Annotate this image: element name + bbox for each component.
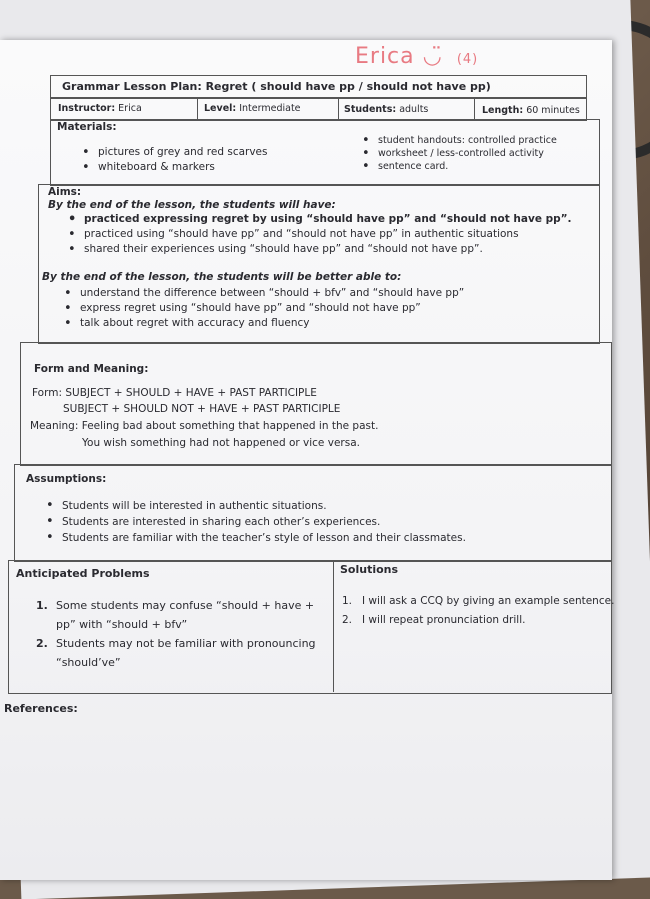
smiley-icon: ◡̈ — [422, 44, 443, 69]
item-number: 1. — [342, 595, 353, 607]
list-item: • worksheet / less-controlled activity — [360, 147, 557, 160]
assumptions-heading: Assumptions: — [26, 473, 107, 485]
assumptions-list — [44, 498, 466, 546]
instructor-value: Erica — [118, 103, 142, 114]
item-text: Some students may confuse “should + have + — [56, 599, 315, 612]
list-item: • talk about regret with accuracy and fluency — [62, 316, 464, 331]
instructor-label: Instructor: — [58, 103, 116, 114]
form-label: Form: — [32, 387, 62, 399]
list-item: • shared their experiences using “should have pp” and “should not have pp”. — [66, 242, 572, 257]
form-line-1 — [32, 387, 317, 399]
list-item: • practiced expressing regret by using “should have pp” and “should not have pp”. — [66, 212, 572, 227]
list-item: • Students are interested in sharing each other’s experiences. — [44, 514, 466, 530]
list-item: • pictures of grey and red scarves — [80, 145, 267, 160]
info-divider-2 — [338, 97, 339, 119]
problems-heading: Anticipated Problems — [16, 567, 150, 580]
aims-heading: Aims: — [48, 186, 82, 198]
form-meaning-heading: Form and Meaning: — [34, 363, 149, 375]
signature-count: (4) — [456, 52, 479, 67]
list-item: • whiteboard & markers — [80, 160, 267, 175]
aims-intro-able: By the end of the lesson, the students will be better able to: — [42, 271, 402, 283]
meaning-line-1 — [30, 420, 378, 432]
references-heading: References: — [4, 702, 78, 715]
page-title: Grammar Lesson Plan: Regret ( should have pp / should not have pp) — [62, 80, 491, 93]
handwritten-signature — [355, 44, 478, 69]
aims-intro-have: By the end of the lesson, the students will have: — [48, 199, 336, 211]
item-text: “should’ve” — [56, 656, 121, 669]
level-value: Intermediate — [239, 103, 301, 114]
solutions-list — [338, 592, 648, 630]
item-text: pp” with “should + bfv” — [56, 618, 188, 631]
length-label: Length: — [482, 105, 524, 116]
info-divider-3 — [474, 97, 475, 119]
materials-left-list — [80, 145, 267, 175]
length-field — [482, 105, 580, 116]
info-divider-1 — [197, 97, 198, 119]
list-item: • understand the difference between “should + bfv” and “should have pp” — [62, 286, 464, 301]
solutions-heading: Solutions — [340, 563, 399, 576]
problems-divider — [333, 560, 334, 692]
list-item — [338, 592, 648, 611]
item-text: I will repeat pronunciation drill. — [362, 614, 526, 626]
list-item: • student handouts: controlled practice — [360, 134, 557, 147]
item-text: I will ask a CCQ by giving an example sentence. — [362, 595, 615, 607]
item-number: 2. — [36, 637, 48, 650]
form-value-1: SUBJECT + SHOULD + HAVE + PAST PARTICIPLE — [65, 387, 317, 399]
item-text: Students may not be familiar with pronouncing — [56, 637, 316, 650]
list-item: • Students are familiar with the teacher’s style of lesson and their classmates. — [44, 530, 466, 546]
list-item — [32, 634, 332, 672]
item-number: 2. — [342, 614, 353, 626]
list-item: • Students will be interested in authentic situations. — [44, 498, 466, 514]
materials-right-list — [360, 134, 557, 173]
students-label: Students: — [344, 104, 397, 115]
level-label: Level: — [204, 103, 237, 114]
form-line-2: SUBJECT + SHOULD NOT + HAVE + PAST PARTICIPLE — [63, 403, 341, 415]
item-number: 1. — [36, 599, 48, 612]
meaning-line-2: You wish something had not happened or vice versa. — [82, 437, 360, 449]
list-item — [32, 596, 332, 634]
list-item: • practiced using “should have pp” and “should not have pp” in authentic situations — [66, 227, 572, 242]
students-value: adults — [399, 104, 429, 115]
list-item: • sentence card. — [360, 160, 557, 173]
meaning-label: Meaning: — [30, 420, 79, 432]
length-value: 60 minutes — [526, 105, 580, 116]
materials-heading: Materials: — [57, 121, 117, 133]
instructor-field — [58, 103, 142, 114]
signature-name: Erica — [355, 44, 415, 69]
list-item — [338, 611, 648, 630]
list-item: • express regret using “should have pp” and “should not have pp” — [62, 301, 464, 316]
students-field — [344, 104, 428, 115]
meaning-value-1: Feeling bad about something that happened in the past. — [81, 420, 379, 432]
problems-list — [32, 596, 332, 672]
level-field — [204, 103, 301, 114]
aims-able-list — [62, 286, 464, 331]
aims-have-list — [66, 212, 572, 257]
